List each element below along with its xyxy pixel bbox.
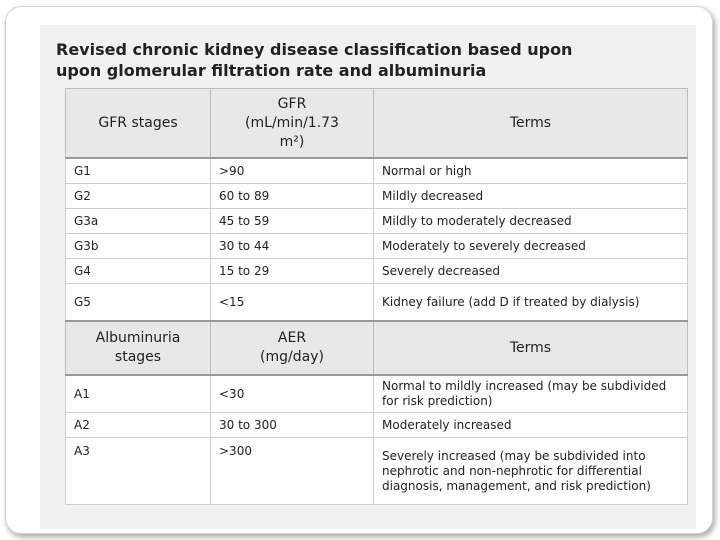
- aer-header: [211, 321, 374, 375]
- header-text: GFR (mL/min/1.73 m²): [245, 95, 339, 150]
- gfr-value-header: [211, 89, 374, 159]
- figure-title-line-2: upon glomerular filtration rate and albuminuria: [56, 61, 487, 80]
- header-text: Albuminuria stages: [95, 330, 181, 365]
- figure-title: [56, 39, 686, 81]
- gfr-term-cell: Mildly decreased: [374, 184, 688, 209]
- gfr-terms-header: [374, 89, 688, 159]
- classification-table: [65, 88, 688, 505]
- table-row: [66, 209, 688, 234]
- table-row: [66, 375, 688, 413]
- gfr-value-cell: 30 to 44: [211, 234, 374, 259]
- gfr-stage-cell: G2: [66, 184, 211, 209]
- albuminuria-term-cell: Moderately increased: [374, 413, 688, 438]
- gfr-value-cell: <15: [211, 284, 374, 322]
- aer-value-cell: 30 to 300: [211, 413, 374, 438]
- albuminuria-header-row: [66, 321, 688, 375]
- table-row: [66, 284, 688, 322]
- gfr-value-cell: 45 to 59: [211, 209, 374, 234]
- table-row: [66, 158, 688, 184]
- table-row: [66, 184, 688, 209]
- albuminuria-stages-header: [66, 321, 211, 375]
- aer-value-cell: >300: [211, 438, 374, 505]
- albuminuria-stage-cell: A1: [66, 375, 211, 413]
- gfr-stage-cell: G5: [66, 284, 211, 322]
- table-row: [66, 234, 688, 259]
- gfr-stage-cell: G1: [66, 158, 211, 184]
- header-text: Terms: [509, 339, 552, 356]
- gfr-value-cell: 15 to 29: [211, 259, 374, 284]
- gfr-term-cell: Moderately to severely decreased: [374, 234, 688, 259]
- gfr-value-cell: 60 to 89: [211, 184, 374, 209]
- gfr-header-row: [66, 89, 688, 159]
- gfr-stage-cell: G3a: [66, 209, 211, 234]
- header-text: Terms: [509, 114, 552, 131]
- albuminuria-stage-cell: A2: [66, 413, 211, 438]
- gfr-stages-header: [66, 89, 211, 159]
- gfr-term-cell: Kidney failure (add D if treated by dialysis): [374, 284, 688, 322]
- table-row: [66, 438, 688, 505]
- table-row: [66, 259, 688, 284]
- gfr-value-cell: >90: [211, 158, 374, 184]
- albuminuria-term-cell: Severely increased (may be subdivided into nephrotic and non-nephrotic for differential diagnosis, management, and risk prediction): [374, 438, 688, 505]
- gfr-term-cell: Severely decreased: [374, 259, 688, 284]
- classification-figure: [40, 25, 696, 529]
- table-row: [66, 413, 688, 438]
- header-text: GFR stages: [98, 114, 178, 131]
- gfr-stage-cell: G3b: [66, 234, 211, 259]
- albuminuria-terms-header: [374, 321, 688, 375]
- albuminuria-stage-cell: A3: [66, 438, 211, 505]
- header-text: AER (mg/day): [260, 330, 324, 365]
- aer-value-cell: <30: [211, 375, 374, 413]
- gfr-term-cell: Normal or high: [374, 158, 688, 184]
- gfr-stage-cell: G4: [66, 259, 211, 284]
- figure-title-line-1: Revised chronic kidney disease classification based upon: [56, 40, 573, 59]
- albuminuria-term-cell: Normal to mildly increased (may be subdivided for risk prediction): [374, 375, 688, 413]
- slide-frame: [5, 6, 713, 534]
- gfr-term-cell: Mildly to moderately decreased: [374, 209, 688, 234]
